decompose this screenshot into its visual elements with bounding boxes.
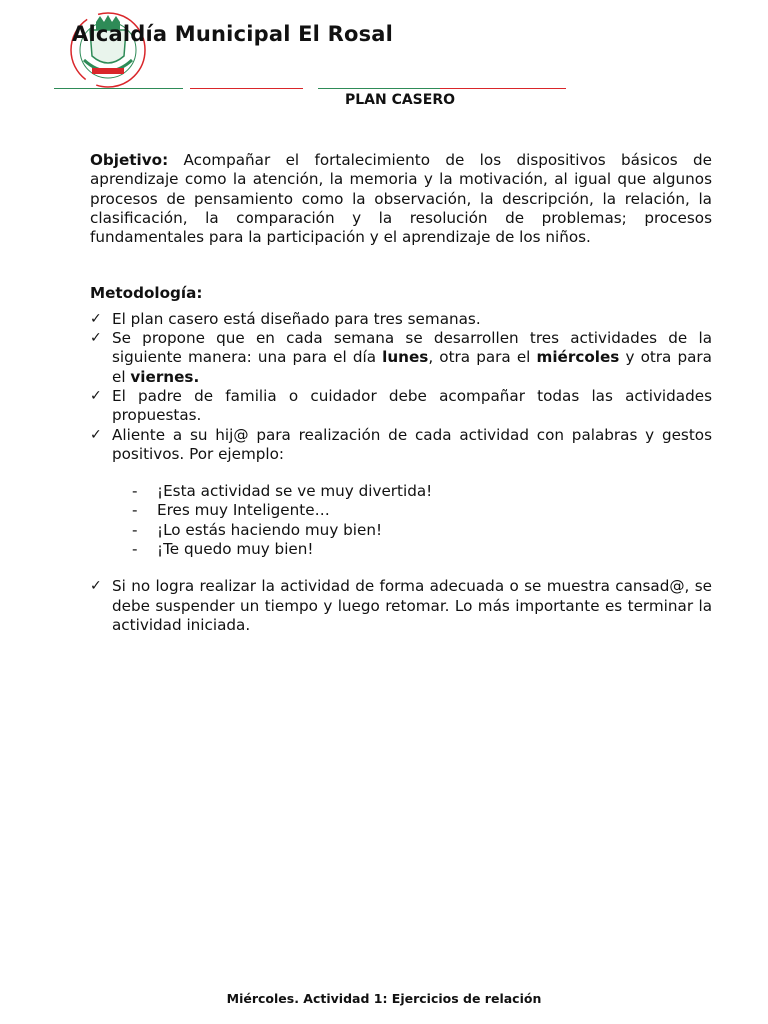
- methodology-list: [90, 310, 712, 464]
- day-monday: lunes: [382, 348, 429, 367]
- methodology-item-text: , otra para el: [428, 348, 537, 367]
- dash-bullet: -: [132, 482, 138, 501]
- methodology-item: [90, 426, 712, 465]
- objective-paragraph: [90, 151, 712, 247]
- methodology-item-text: Se propone que en cada semana se desarrollen tres actividades de la siguiente manera: una para el día: [112, 329, 712, 367]
- footer-caption: Miércoles. Actividad 1: Ejercicios de relación: [226, 991, 542, 1006]
- day-wednesday: miércoles: [536, 348, 620, 367]
- day-friday: viernes.: [130, 367, 200, 386]
- example-text: ¡Esta actividad se ve muy divertida!: [157, 482, 433, 501]
- example-item: [132, 482, 712, 501]
- example-text: ¡Te quedo muy bien!: [157, 540, 314, 559]
- objective-label: Objetivo:: [90, 151, 169, 169]
- check-icon: ✓: [90, 310, 102, 327]
- methodology-item-text: y otra para el: [112, 348, 712, 386]
- header-rule-green-2: [318, 88, 440, 89]
- methodology-item: [90, 310, 712, 329]
- methodology-item-text: El plan casero está diseñado para tres semanas.: [112, 309, 481, 328]
- document-title: PLAN CASERO: [344, 92, 456, 108]
- methodology-item-text: Aliente a su hij@ para realización de cada actividad con palabras y gestos positivos. Por ejemplo:: [112, 425, 712, 463]
- header-rule-green-1: [54, 88, 183, 89]
- methodology-heading: Metodología:: [90, 284, 203, 303]
- dash-bullet: -: [132, 501, 138, 520]
- methodology-item-text: Si no logra realizar la actividad de forma adecuada o se muestra cansad@, se debe suspender un tiempo y luego retomar. Lo más importante es terminar la actividad iniciada.: [112, 577, 712, 634]
- check-icon: ✓: [90, 387, 102, 404]
- examples-list: [90, 482, 712, 559]
- check-icon: ✓: [90, 330, 102, 347]
- example-text: ¡Lo estás haciendo muy bien!: [157, 520, 383, 539]
- methodology-item: [90, 387, 712, 426]
- example-item: [132, 521, 712, 540]
- dash-bullet: -: [132, 520, 138, 539]
- methodology-item-text: El padre de familia o cuidador debe acompañar todas las actividades propuestas.: [112, 386, 712, 425]
- example-item: [132, 501, 712, 520]
- dash-bullet: -: [132, 540, 138, 559]
- methodology-item: [90, 577, 712, 635]
- methodology-item: [90, 329, 712, 387]
- methodology-list-continued: [90, 577, 712, 635]
- document-body: [90, 151, 712, 635]
- objective-text: Acompañar el fortalecimiento de los dispositivos básicos de aprendizaje como la atención, la memoria y la motivación, al igual que algunos procesos de pensamiento como la observación, la descripción, la relación, la clasificación, la comparación y la resolución de problemas; procesos fundamentales para la participación y el aprendizaje de los niños.: [90, 151, 712, 247]
- check-icon: ✓: [90, 426, 102, 443]
- example-item: [132, 540, 712, 559]
- check-icon: ✓: [90, 578, 102, 595]
- header-rule-red-2: [440, 88, 566, 89]
- organization-title: Alcaldía Municipal El Rosal: [72, 22, 394, 46]
- header-rule-red-1: [190, 88, 303, 89]
- example-text: Eres muy Inteligente…: [157, 501, 330, 520]
